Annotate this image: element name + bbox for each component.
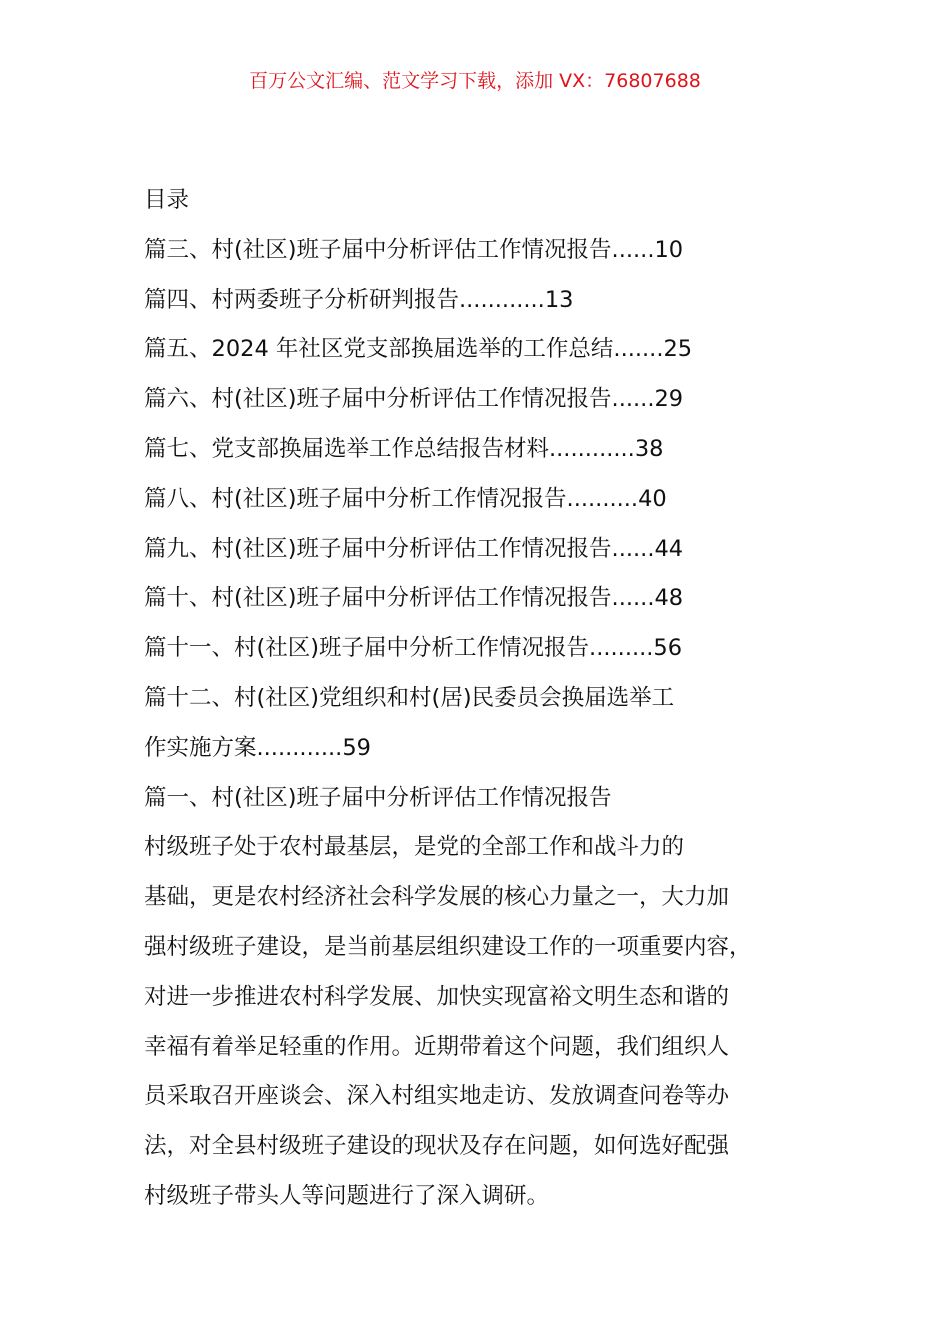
toc-entry: 篇八、村(社区)班子届中分析工作情况报告..........40 bbox=[144, 485, 667, 512]
toc-list bbox=[144, 226, 794, 774]
toc-entry: 篇九、村(社区)班子届中分析评估工作情况报告......44 bbox=[144, 535, 684, 562]
paragraph-line: 幸福有着举足轻重的作用。近期带着这个问题，我们组织人 bbox=[144, 1033, 730, 1060]
toc-entry: 篇五、2024 年社区党支部换届选举的工作总结.......25 bbox=[144, 336, 693, 363]
paragraph-line: 村级班子处于农村最基层，是党的全部工作和战斗力的 bbox=[144, 834, 685, 861]
article-paragraph bbox=[144, 823, 794, 1221]
toc-entry: 篇十一、村(社区)班子届中分析工作情况报告.........56 bbox=[144, 635, 683, 662]
header-banner: 百万公文汇编、范文学习下载，添加 VX：76807688 bbox=[249, 70, 701, 92]
toc-entry: 篇六、村(社区)班子届中分析评估工作情况报告......29 bbox=[144, 386, 684, 413]
toc-entry: 作实施方案............59 bbox=[144, 734, 371, 761]
paragraph-line: 基础，更是农村经济社会科学发展的核心力量之一，大力加 bbox=[144, 884, 730, 911]
paragraph-line: 村级班子带头人等问题进行了深入调研。 bbox=[144, 1182, 550, 1209]
toc-entry: 篇七、党支部换届选举工作总结报告材料............38 bbox=[144, 435, 664, 462]
toc-title: 目录 bbox=[144, 187, 190, 213]
paragraph-line: 强村级班子建设，是当前基层组织建设工作的一项重要内容， bbox=[144, 933, 752, 960]
paragraph-line: 员采取召开座谈会、深入村组实地走访、发放调查问卷等办 bbox=[144, 1083, 730, 1110]
toc-entry: 篇四、村两委班子分析研判报告............13 bbox=[144, 286, 574, 313]
toc-entry: 篇十、村(社区)班子届中分析评估工作情况报告......48 bbox=[144, 585, 684, 612]
paragraph-line: 法，对全县村级班子建设的现状及存在问题，如何选好配强 bbox=[144, 1133, 730, 1160]
toc-entry: 篇三、村(社区)班子届中分析评估工作情况报告......10 bbox=[144, 236, 684, 263]
paragraph-line: 对进一步推进农村科学发展、加快实现富裕文明生态和谐的 bbox=[144, 983, 730, 1010]
document-body bbox=[144, 176, 794, 1222]
article-title: 篇一、村(社区)班子届中分析评估工作情况报告 bbox=[144, 784, 612, 811]
toc-entry: 篇十二、村(社区)党组织和村(居)民委员会换届选举工 bbox=[144, 684, 675, 711]
